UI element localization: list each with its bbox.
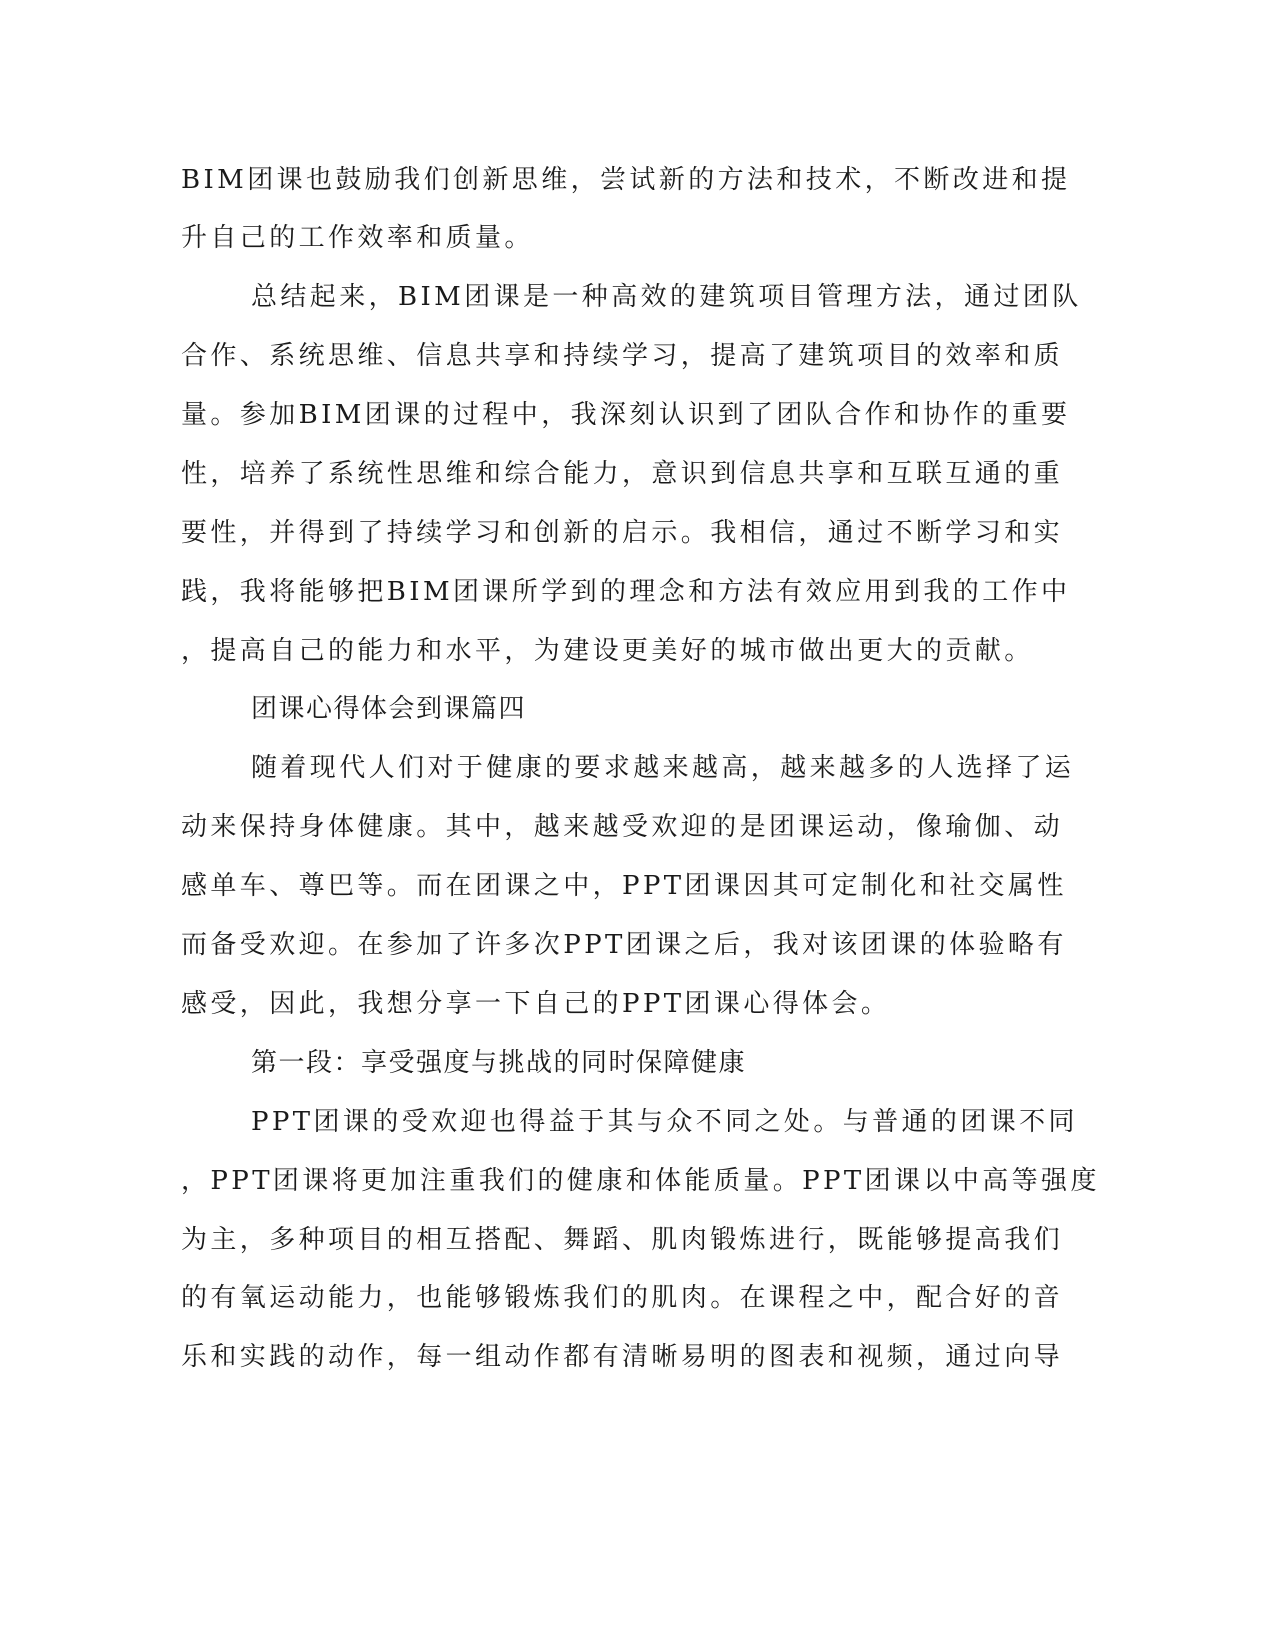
paragraph-line: 为主，多种项目的相互搭配、舞蹈、肌肉锻炼进行，既能够提高我们 <box>181 1225 1064 1255</box>
paragraph-line: 的有氧运动能力，也能够锻炼我们的肌肉。在课程之中，配合好的音 <box>181 1283 1064 1313</box>
paragraph-line: BIM团课也鼓励我们创新思维，尝试新的方法和技术，不断改进和提 <box>181 165 1071 195</box>
paragraph-line: 量。参加BIM团课的过程中，我深刻认识到了团队合作和协作的重要 <box>181 400 1071 430</box>
paragraph-line: ，提高自己的能力和水平，为建设更美好的城市做出更大的贡献。 <box>181 636 1034 666</box>
paragraph-line: 动来保持身体健康。其中，越来越受欢迎的是团课运动，像瑜伽、动 <box>181 812 1064 842</box>
paragraph-line: 随着现代人们对于健康的要求越来越高，越来越多的人选择了运 <box>251 753 1075 783</box>
paragraph-line: 践，我将能够把BIM团课所学到的理念和方法有效应用到我的工作中 <box>181 577 1071 607</box>
paragraph-line: 升自己的工作效率和质量。 <box>181 223 534 253</box>
paragraph-line: 感单车、尊巴等。而在团课之中，PPT团课因其可定制化和社交属性 <box>181 871 1067 901</box>
section-heading: 第一段：享受强度与挑战的同时保障健康 <box>251 1048 747 1078</box>
paragraph-line: PPT团课的受欢迎也得益于其与众不同之处。与普通的团课不同 <box>251 1107 1078 1137</box>
paragraph-line: 总结起来，BIM团课是一种高效的建筑项目管理方法，通过团队 <box>251 282 1082 312</box>
paragraph-line: 要性，并得到了持续学习和创新的启示。我相信，通过不断学习和实 <box>181 518 1064 548</box>
paragraph-line: 感受，因此，我想分享一下自己的PPT团课心得体会。 <box>181 989 891 1019</box>
paragraph-line: ，PPT团课将更加注重我们的健康和体能质量。PPT团课以中高等强度 <box>181 1166 1100 1196</box>
paragraph-line: 乐和实践的动作，每一组动作都有清晰易明的图表和视频，通过向导 <box>181 1342 1064 1372</box>
section-heading: 团课心得体会到课篇四 <box>251 694 527 724</box>
paragraph-line: 性，培养了系统性思维和综合能力，意识到信息共享和互联互通的重 <box>181 459 1064 489</box>
paragraph-line: 合作、系统思维、信息共享和持续学习，提高了建筑项目的效率和质 <box>181 341 1064 371</box>
paragraph-line: 而备受欢迎。在参加了许多次PPT团课之后，我对该团课的体验略有 <box>181 930 1067 960</box>
